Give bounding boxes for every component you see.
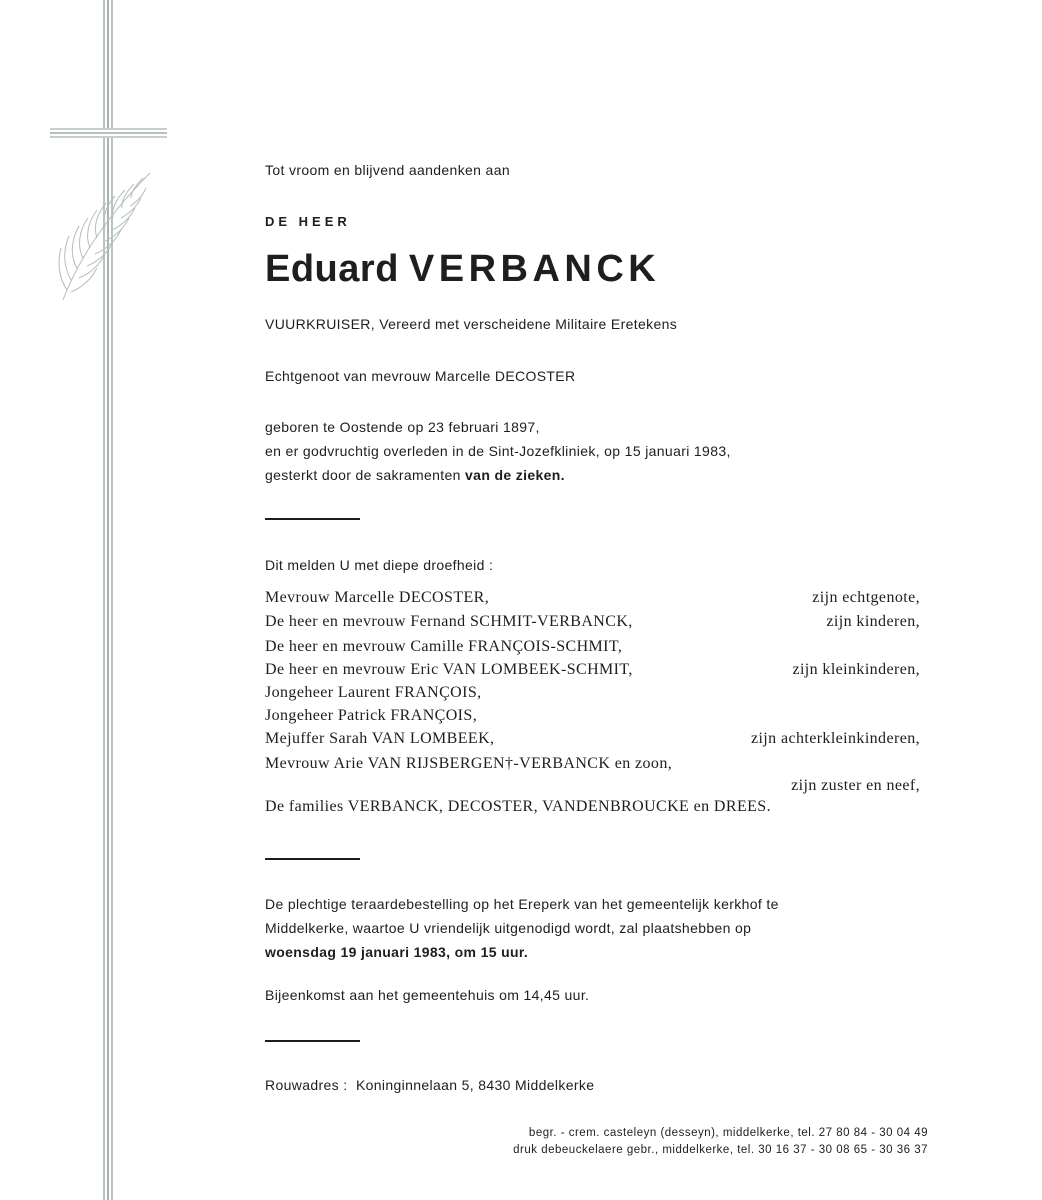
deceased-name (265, 248, 660, 291)
cross-beam (50, 128, 167, 138)
mourner-name: Mejuffer Sarah VAN LOMBEEK, (265, 730, 495, 747)
funeral-date: woensdag 19 januari 1983, om 15 uur. (265, 944, 529, 960)
families-row (265, 798, 920, 820)
gathering-line: Bijeenkomst aan het gemeentehuis om 14,45 uur. (265, 987, 590, 1003)
mourner-name: Mevrouw Arie VAN RIJSBERGEN†-VERBANCK en zoon, (265, 755, 673, 772)
mourner-row (265, 730, 920, 752)
divider-1 (265, 518, 360, 520)
birth-line: geboren te Oostende op 23 februari 1897, (265, 419, 540, 435)
mourner-row (265, 755, 920, 777)
mourner-name: De heer en mevrouw Eric VAN LOMBEEK-SCHMIT, (265, 661, 633, 678)
sacrament-line (265, 467, 565, 483)
mourner-relation: zijn achterkleinkinderen, (750, 730, 920, 747)
divider-2 (265, 858, 360, 860)
printer-line-1: begr. - crem. casteleyn (desseyn), middelkerke, tel. 27 80 84 - 30 04 49 (528, 1127, 928, 1139)
address-value: Koninginnelaan 5, 8430 Middelkerke (355, 1077, 595, 1093)
families-line: De families VERBANCK, DECOSTER, VANDENBROUCKE en DREES. (265, 798, 772, 815)
announcement-line: Dit melden U met diepe droefheid : (265, 557, 494, 573)
mourner-row (265, 777, 920, 799)
mourner-row (265, 613, 920, 635)
mourner-name: De heer en mevrouw Camille FRANÇOIS-SCHMIT, (265, 638, 623, 655)
funeral-line-1: De plechtige teraardebestelling op het Ereperk van het gemeentelijk kerkhof te (265, 896, 779, 912)
sister-relation: zijn zuster en neef, (791, 777, 920, 794)
intro-line: Tot vroom en blijvend aandenken aan (265, 162, 510, 178)
mourner-row (265, 707, 920, 729)
mourner-relation: zijn kinderen, (826, 613, 920, 630)
mourner-name: Mevrouw Marcelle DECOSTER, (265, 589, 490, 606)
mourner-row (265, 638, 920, 660)
mourner-relation: zijn kleinkinderen, (792, 661, 920, 678)
honorific: DE HEER (265, 214, 351, 229)
mourner-name: De heer en mevrouw Fernand SCHMIT-VERBANCK, (265, 613, 633, 630)
mourner-relation: zijn echtgenote, (812, 589, 920, 606)
address-label: Rouwadres : (265, 1077, 348, 1093)
printer-line-2: druk debeuckelaere gebr., middelkerke, tel. 30 16 37 - 30 08 65 - 30 36 37 (513, 1144, 928, 1156)
divider-3 (265, 1040, 360, 1042)
mourner-row (265, 661, 920, 683)
distinction-line: VUURKRUISER, Vereerd met verscheidene Militaire Eretekens (265, 316, 678, 332)
funeral-line-2: Middelkerke, waartoe U vriendelijk uitgenodigd wordt, zal plaatshebben op (265, 920, 752, 936)
mourner-row (265, 684, 920, 706)
sacrament-end: van de zieken. (465, 467, 565, 483)
mourner-row (265, 589, 920, 611)
mourner-name: Jongeheer Laurent FRANÇOIS, (265, 684, 482, 701)
first-name: Eduard (265, 248, 399, 290)
spouse-line: Echtgenoot van mevrouw Marcelle DECOSTER (265, 368, 576, 384)
death-line: en er godvruchtig overleden in de Sint-Jozefkliniek, op 15 januari 1983, (265, 443, 731, 459)
sacrament-start: gesterkt door de sakramenten (265, 467, 461, 483)
address-line (265, 1077, 594, 1093)
mourner-name: Jongeheer Patrick FRANÇOIS, (265, 707, 478, 724)
palm-branch-icon (55, 168, 155, 303)
surname: VERBANCK (408, 248, 661, 290)
